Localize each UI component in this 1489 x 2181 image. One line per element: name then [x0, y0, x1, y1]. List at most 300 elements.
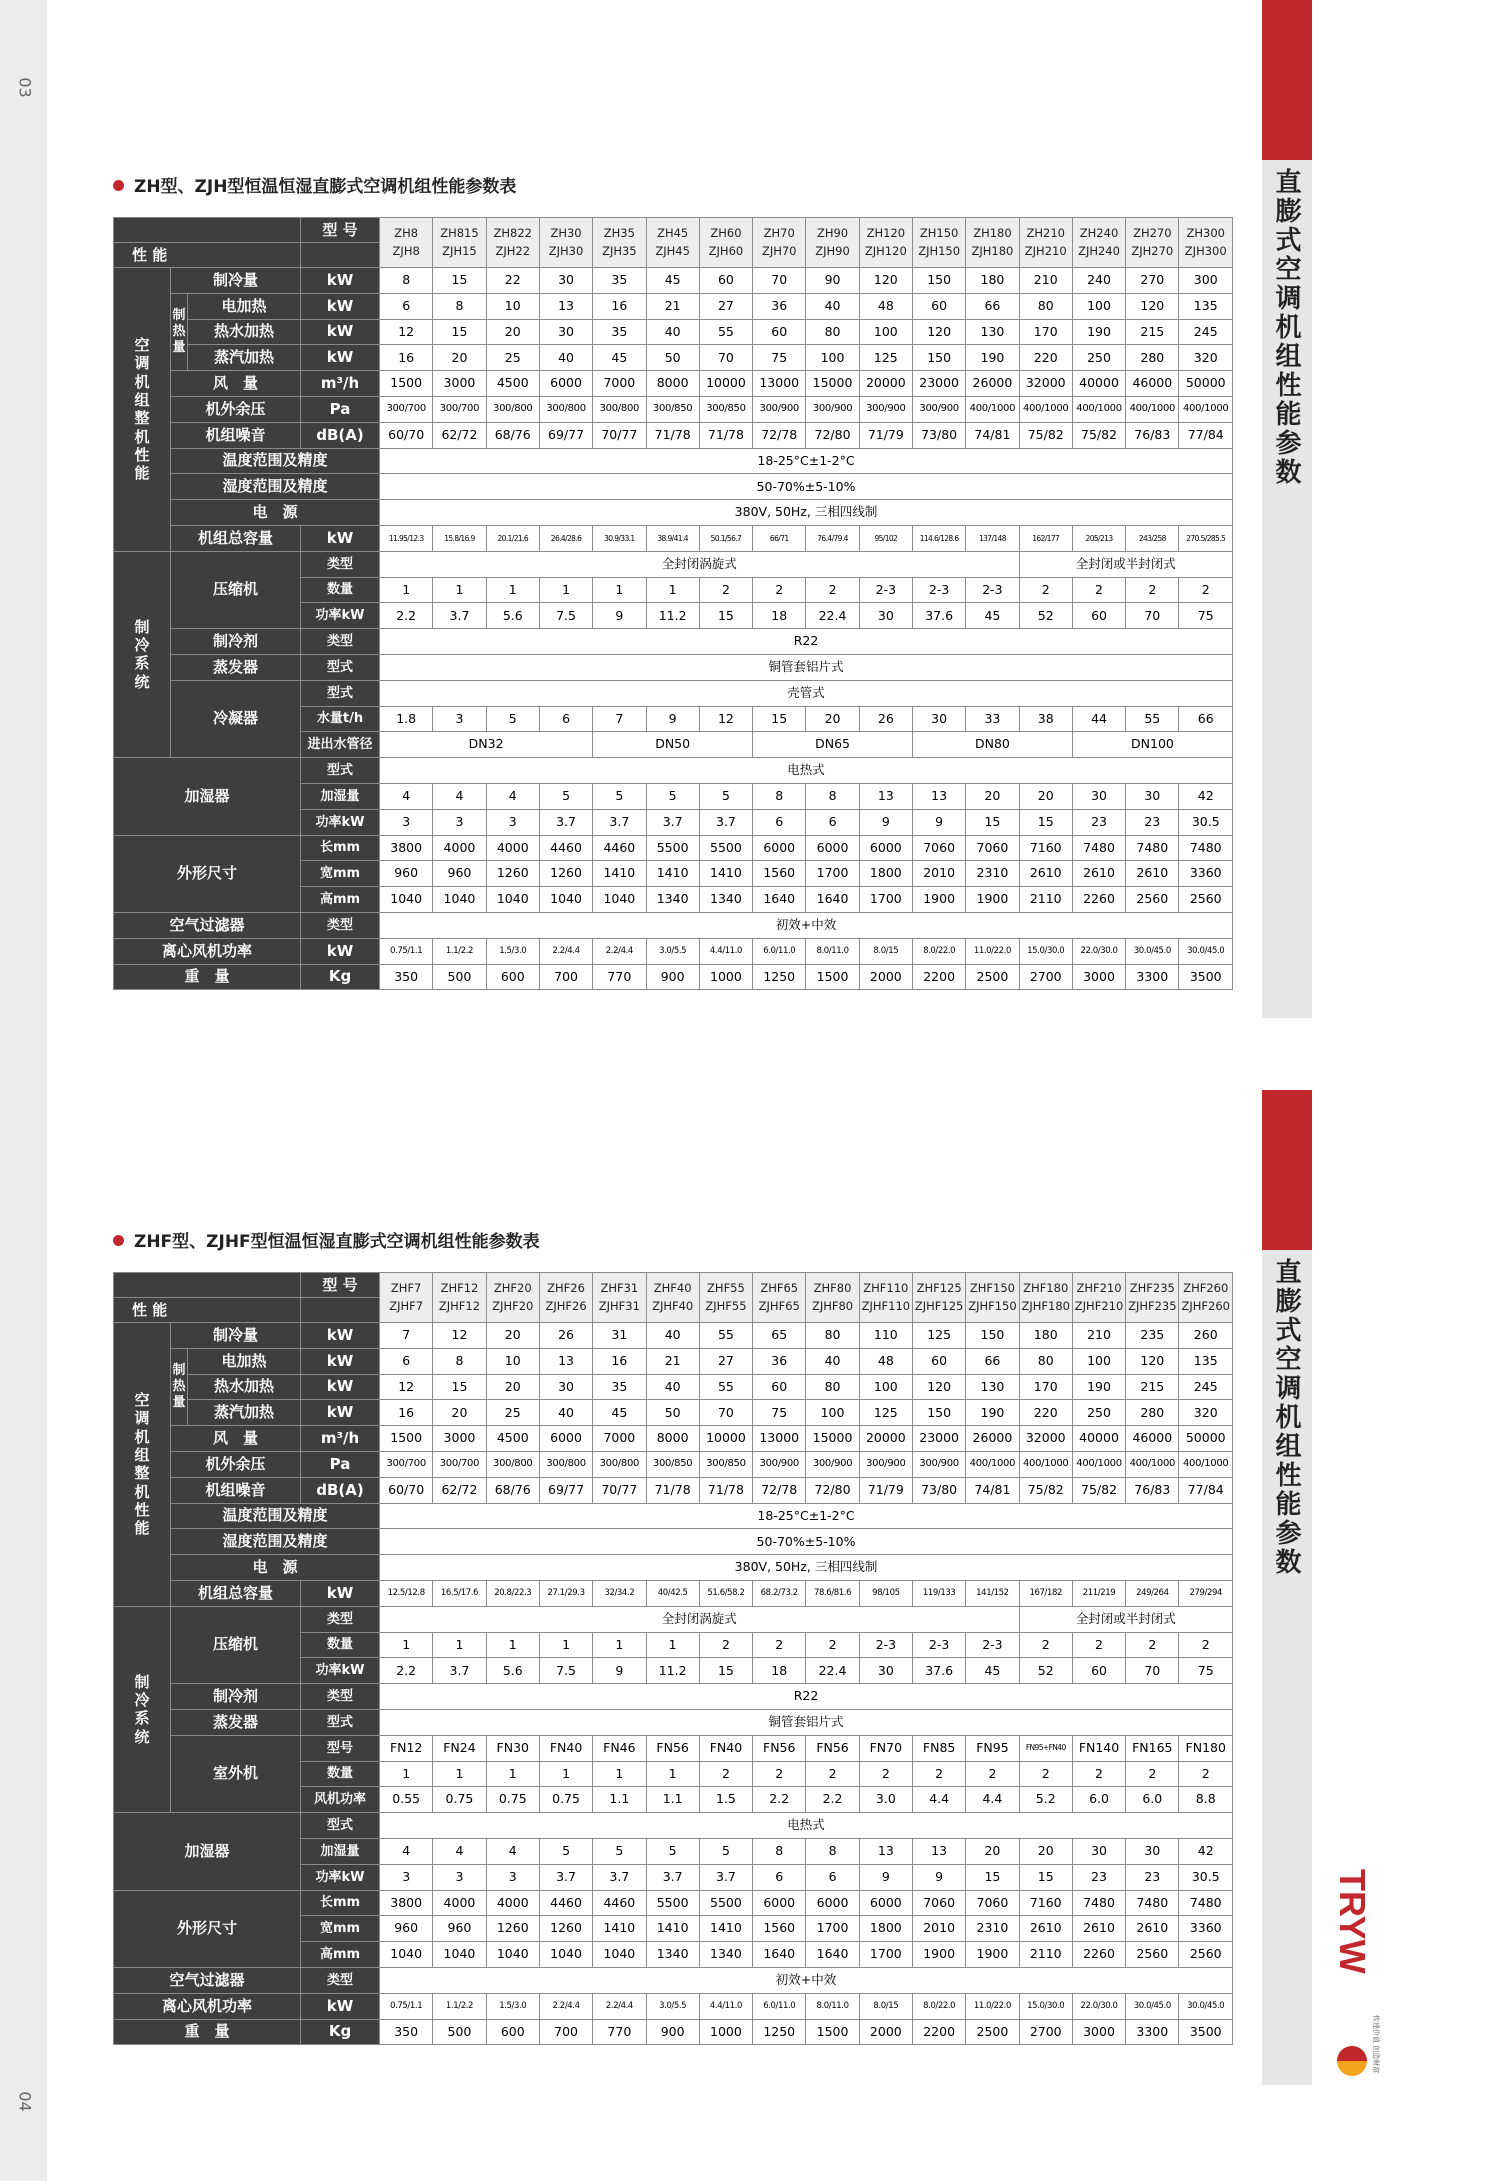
value-cell: 130 — [966, 1374, 1019, 1400]
value-cell: 50 — [646, 345, 699, 371]
value-cell: 76/83 — [1126, 422, 1179, 448]
row-label: 风 量 — [171, 371, 301, 397]
row-label: 温度范围及精度 — [171, 448, 380, 474]
value-cell: 150 — [912, 345, 965, 371]
value-cell: 72/78 — [753, 1477, 806, 1503]
value-cell: 3.0/5.5 — [646, 1993, 699, 2019]
value-cell: 1 — [380, 1632, 433, 1658]
row-label: 热水加热 — [188, 319, 301, 345]
value-cell: 76/83 — [1126, 1477, 1179, 1503]
value-cell: 3.7 — [699, 1864, 752, 1890]
value-cell: 30 — [539, 1374, 592, 1400]
value-cell: 3 — [380, 1864, 433, 1890]
value-cell: 1500 — [380, 371, 433, 397]
value-cell: 243/258 — [1126, 525, 1179, 551]
value-cell: 20 — [486, 319, 539, 345]
model-name-cell — [1019, 1273, 1072, 1323]
table-row — [114, 371, 1233, 397]
value-cell: 400/1000 — [1072, 396, 1125, 422]
value-cell: 42 — [1179, 1838, 1233, 1864]
value-cell: 1410 — [646, 861, 699, 887]
value-cell: 2 — [806, 577, 859, 603]
row-sub-label: 类型 — [301, 1606, 380, 1632]
value-cell: 300/900 — [806, 1451, 859, 1477]
value-cell: 770 — [593, 964, 646, 990]
page-number-bottom: 04 — [15, 2091, 35, 2112]
value-cell: 5500 — [646, 1890, 699, 1916]
row-sub-label: 长mm — [301, 1890, 380, 1916]
model-name-primary: ZH35 — [603, 226, 635, 241]
table-row — [114, 629, 1233, 655]
value-cell: 6.0 — [1126, 1787, 1179, 1813]
value-cell: 3 — [486, 1864, 539, 1890]
value-cell: 3.7 — [646, 1864, 699, 1890]
row-label: 温度范围及精度 — [171, 1503, 380, 1529]
value-cell: 2610 — [1126, 1916, 1179, 1942]
value-cell: 2-3 — [859, 577, 912, 603]
header-model-label: 型 号 — [301, 1273, 380, 1298]
value-cell: 45 — [646, 268, 699, 294]
value-cell: 71/79 — [859, 1477, 912, 1503]
value-cell: 400/1000 — [966, 1451, 1019, 1477]
value-cell: 2.2/4.4 — [593, 938, 646, 964]
value-cell: 20 — [433, 1400, 486, 1426]
value-cell: 15.0/30.0 — [1019, 1993, 1072, 2019]
value-cell: 2000 — [859, 2019, 912, 2045]
value-cell: 5 — [593, 1838, 646, 1864]
row-label: 蒸发器 — [171, 654, 301, 680]
merged-value-cell: 18-25°C±1-2°C — [380, 1503, 1233, 1529]
row-label: 机外余压 — [171, 396, 301, 422]
value-cell: 75 — [753, 1400, 806, 1426]
value-cell: 20 — [806, 706, 859, 732]
value-cell: 22.0/30.0 — [1072, 938, 1125, 964]
value-cell: 15 — [753, 706, 806, 732]
value-cell: 31 — [593, 1323, 646, 1349]
spec-table-zh — [113, 217, 1233, 990]
value-cell: FN40 — [699, 1735, 752, 1761]
value-cell: 4460 — [593, 1890, 646, 1916]
table-row — [114, 293, 1233, 319]
value-cell: 26000 — [966, 1426, 1019, 1452]
table-row — [114, 396, 1233, 422]
value-cell: 80 — [806, 319, 859, 345]
value-cell: 1040 — [380, 1942, 433, 1968]
value-cell: 0.75 — [433, 1787, 486, 1813]
value-cell: 30.9/33.1 — [593, 525, 646, 551]
value-cell: 1700 — [806, 1916, 859, 1942]
value-cell: 8.8 — [1179, 1787, 1233, 1813]
value-cell: 960 — [433, 1916, 486, 1942]
model-name-cell — [433, 218, 486, 268]
model-name-secondary: ZJHF210 — [1074, 1298, 1124, 1313]
value-cell: 6000 — [859, 835, 912, 861]
row-unit: kW — [301, 1348, 380, 1374]
value-cell: 7.5 — [539, 1658, 592, 1684]
value-cell: 74/81 — [966, 1477, 1019, 1503]
value-cell: 1500 — [806, 2019, 859, 2045]
row-sub-label: 功率kW — [301, 603, 380, 629]
model-name-secondary: ZJHF7 — [389, 1298, 424, 1313]
value-cell: 190 — [1072, 319, 1125, 345]
value-cell: 1410 — [646, 1916, 699, 1942]
value-cell: 300/850 — [646, 396, 699, 422]
row-label: 电加热 — [188, 293, 301, 319]
value-cell: 26 — [859, 706, 912, 732]
value-cell: 8 — [806, 783, 859, 809]
model-name-secondary: ZJHF110 — [861, 1298, 911, 1313]
value-cell: 52 — [1019, 603, 1072, 629]
value-cell: 2 — [806, 1761, 859, 1787]
value-cell: 4.4 — [912, 1787, 965, 1813]
model-name-primary: ZHF12 — [440, 1281, 479, 1296]
table-row — [114, 551, 1233, 577]
value-cell: FN46 — [593, 1735, 646, 1761]
subgroup-label: 加湿器 — [114, 758, 301, 835]
value-cell: 45 — [966, 603, 1019, 629]
value-cell: 5 — [593, 783, 646, 809]
value-cell: 2 — [859, 1761, 912, 1787]
value-cell: 80 — [1019, 1348, 1072, 1374]
value-cell: 30.0/45.0 — [1179, 938, 1233, 964]
value-cell: 400/1000 — [1179, 1451, 1233, 1477]
value-cell: 120 — [1126, 293, 1179, 319]
value-cell: 66 — [1179, 706, 1233, 732]
table-row — [114, 680, 1233, 706]
value-cell: 2610 — [1019, 861, 1072, 887]
value-cell: 16 — [380, 1400, 433, 1426]
value-cell: 16 — [593, 1348, 646, 1374]
value-cell: FN56 — [646, 1735, 699, 1761]
row-label: 离心风机功率 — [114, 1993, 301, 2019]
model-name-secondary: ZJHF125 — [914, 1298, 964, 1313]
value-cell: 190 — [966, 345, 1019, 371]
value-cell: 1 — [486, 1761, 539, 1787]
model-name-primary: ZH822 — [493, 226, 532, 241]
value-cell: 137/148 — [966, 525, 1019, 551]
value-cell: 22.4 — [806, 603, 859, 629]
value-cell: 135 — [1179, 293, 1233, 319]
model-name-cell — [1072, 1273, 1125, 1323]
value-cell: 13 — [859, 1838, 912, 1864]
value-cell: 30.0/45.0 — [1126, 1993, 1179, 2019]
value-cell: 46000 — [1126, 371, 1179, 397]
row-label: 制冷剂 — [171, 1684, 301, 1710]
value-cell: 3360 — [1179, 861, 1233, 887]
value-cell: 190 — [1072, 1374, 1125, 1400]
value-cell: 15.0/30.0 — [1019, 938, 1072, 964]
value-cell: 130 — [966, 319, 1019, 345]
value-cell: 9 — [593, 603, 646, 629]
table-row — [114, 1709, 1233, 1735]
value-cell: 1040 — [380, 887, 433, 913]
model-name-secondary: ZJH210 — [1024, 243, 1067, 258]
value-cell: 600 — [486, 964, 539, 990]
value-cell: 1900 — [966, 1942, 1019, 1968]
value-cell: 20 — [433, 345, 486, 371]
value-cell: 40000 — [1072, 1426, 1125, 1452]
value-cell: 1410 — [593, 861, 646, 887]
value-cell: 125 — [912, 1323, 965, 1349]
value-cell: 5 — [646, 1838, 699, 1864]
value-cell: 44 — [1072, 706, 1125, 732]
value-cell: 7060 — [912, 835, 965, 861]
value-cell: 30 — [1072, 1838, 1125, 1864]
value-cell: FN140 — [1072, 1735, 1125, 1761]
value-cell: 52 — [1019, 1658, 1072, 1684]
value-cell: 1040 — [433, 1942, 486, 1968]
merged-value-cell: R22 — [380, 1684, 1233, 1710]
value-cell: 26000 — [966, 371, 1019, 397]
value-cell: 3.7 — [433, 603, 486, 629]
value-cell: 2 — [966, 1761, 1019, 1787]
sidebar-accent-bottom — [1262, 1090, 1312, 1250]
value-cell: 3300 — [1126, 2019, 1179, 2045]
value-cell: 60/70 — [380, 422, 433, 448]
value-cell: 80 — [806, 1374, 859, 1400]
value-cell: 960 — [433, 861, 486, 887]
value-cell: 20000 — [859, 1426, 912, 1452]
value-cell: 8 — [753, 1838, 806, 1864]
row-sub-label: 数量 — [301, 577, 380, 603]
value-cell: 40 — [646, 1374, 699, 1400]
value-cell: 1.1/2.2 — [433, 1993, 486, 2019]
table-row — [114, 654, 1233, 680]
group-label-refrig: 制冷系统 — [114, 1606, 171, 1812]
value-cell: 78.6/81.6 — [806, 1580, 859, 1606]
model-name-primary: ZHF125 — [916, 1281, 962, 1296]
value-cell: 4000 — [433, 835, 486, 861]
value-cell: 2 — [1126, 1632, 1179, 1658]
value-cell: 15 — [966, 1864, 1019, 1890]
value-cell: 3.0/5.5 — [646, 938, 699, 964]
row-sub-label: 型式 — [301, 654, 380, 680]
value-cell: 3 — [486, 809, 539, 835]
value-cell: 135 — [1179, 1348, 1233, 1374]
model-name-primary: ZHF150 — [969, 1281, 1015, 1296]
value-cell: 8.0/15 — [859, 1993, 912, 2019]
value-cell: 2.2/4.4 — [539, 938, 592, 964]
value-cell: 95/102 — [859, 525, 912, 551]
value-cell: 100 — [859, 319, 912, 345]
model-name-primary: ZHF80 — [813, 1281, 852, 1296]
table-title: ZH型、ZJH型恒温恒湿直膨式空调机组性能参数表 — [113, 172, 516, 197]
value-cell: 1900 — [912, 887, 965, 913]
merged-value-cell: 50-70%±5-10% — [380, 474, 1233, 500]
value-cell: 100 — [806, 345, 859, 371]
value-cell: 27 — [699, 293, 752, 319]
value-cell: 70 — [753, 268, 806, 294]
value-cell: 400/1000 — [1126, 396, 1179, 422]
value-cell: 270.5/285.5 — [1179, 525, 1233, 551]
value-cell: 2-3 — [859, 1632, 912, 1658]
row-label: 湿度范围及精度 — [171, 1529, 380, 1555]
row-unit: m³/h — [301, 371, 380, 397]
model-name-secondary: ZJH45 — [655, 243, 690, 258]
row-label: 蒸汽加热 — [188, 345, 301, 371]
table-row — [114, 474, 1233, 500]
header-blank — [114, 218, 301, 243]
value-cell: 280 — [1126, 345, 1179, 371]
row-sub-label: 加湿量 — [301, 1838, 380, 1864]
value-cell: 45 — [593, 1400, 646, 1426]
row-sub-label: 型号 — [301, 1735, 380, 1761]
value-cell: 3000 — [433, 371, 486, 397]
merged-value-cell: 电热式 — [380, 1813, 1233, 1839]
value-cell: 1 — [433, 1761, 486, 1787]
value-cell: 71/78 — [699, 1477, 752, 1503]
value-cell: 170 — [1019, 319, 1072, 345]
value-cell: 300/800 — [539, 396, 592, 422]
model-name-cell — [433, 1273, 486, 1323]
value-cell: 36 — [753, 293, 806, 319]
value-cell: 40 — [646, 319, 699, 345]
value-cell: 2-3 — [966, 577, 1019, 603]
value-cell: 141/152 — [966, 1580, 1019, 1606]
table-row — [114, 500, 1233, 526]
subgroup-label: 加湿器 — [114, 1813, 301, 1890]
value-cell: 6.0 — [1072, 1787, 1125, 1813]
model-name-cell — [753, 1273, 806, 1323]
value-cell: 1700 — [859, 1942, 912, 1968]
model-name-secondary: ZJHF26 — [545, 1298, 587, 1313]
value-cell: 4 — [380, 1838, 433, 1864]
value-cell: 2010 — [912, 861, 965, 887]
value-cell: 300/800 — [593, 1451, 646, 1477]
value-cell: 15000 — [806, 1426, 859, 1452]
row-sub-label: 型式 — [301, 1709, 380, 1735]
value-cell: 4460 — [593, 835, 646, 861]
value-cell: 23 — [1072, 1864, 1125, 1890]
row-unit: kW — [301, 938, 380, 964]
group-label-aircon: 空调机组整机性能 — [114, 1323, 171, 1607]
value-cell: 20 — [486, 1323, 539, 1349]
value-cell: 180 — [1019, 1323, 1072, 1349]
value-cell: 1 — [593, 1632, 646, 1658]
value-cell: 70/77 — [593, 1477, 646, 1503]
model-name-cell — [859, 218, 912, 268]
value-cell: 15 — [1019, 1864, 1072, 1890]
value-cell: 2200 — [912, 2019, 965, 2045]
row-sub-label: 水量t/h — [301, 706, 380, 732]
merged-value-cell: 380V, 50Hz, 三相四线制 — [380, 500, 1233, 526]
table-row — [114, 1684, 1233, 1710]
value-cell: 7 — [593, 706, 646, 732]
model-name-primary: ZH45 — [657, 226, 689, 241]
model-name-primary: ZHF235 — [1129, 1281, 1175, 1296]
value-cell: 5500 — [699, 835, 752, 861]
row-label: 机组总容量 — [171, 1580, 301, 1606]
table-row — [114, 1967, 1233, 1993]
table-row — [114, 422, 1233, 448]
value-cell: 119/133 — [912, 1580, 965, 1606]
model-name-cell — [912, 1273, 965, 1323]
value-cell: FN40 — [539, 1735, 592, 1761]
brand-logo-wordmark: TRYW — [1332, 1869, 1373, 1974]
value-cell: 2 — [1179, 577, 1233, 603]
value-cell: 23 — [1072, 809, 1125, 835]
table-row — [114, 1348, 1233, 1374]
value-cell: 38.9/41.4 — [646, 525, 699, 551]
model-name-primary: ZH180 — [973, 226, 1012, 241]
model-name-secondary: ZJH22 — [495, 243, 531, 258]
value-cell: 30 — [859, 1658, 912, 1684]
value-cell: 2 — [912, 1761, 965, 1787]
value-cell: 1410 — [699, 1916, 752, 1942]
value-cell: 3.7 — [539, 1864, 592, 1890]
value-cell: 62/72 — [433, 422, 486, 448]
value-cell: 1500 — [806, 964, 859, 990]
value-cell: 7480 — [1072, 835, 1125, 861]
value-cell: 10 — [486, 1348, 539, 1374]
model-name-cell — [859, 1273, 912, 1323]
model-name-cell — [699, 1273, 752, 1323]
value-cell: 2 — [699, 577, 752, 603]
bullet-dot-icon — [113, 1235, 124, 1246]
value-cell: 16.5/17.6 — [433, 1580, 486, 1606]
value-cell: 60 — [912, 1348, 965, 1374]
model-name-primary: ZHF110 — [863, 1281, 909, 1296]
row-label: 热水加热 — [188, 1374, 301, 1400]
value-cell: 3500 — [1179, 964, 1233, 990]
value-cell: 48 — [859, 293, 912, 319]
model-name-cell — [699, 218, 752, 268]
row-unit: kW — [301, 1993, 380, 2019]
value-cell: 320 — [1179, 1400, 1233, 1426]
model-name-cell — [593, 218, 646, 268]
value-cell: 16 — [380, 345, 433, 371]
value-cell: 2 — [806, 1632, 859, 1658]
value-cell: 77/84 — [1179, 1477, 1233, 1503]
value-cell: 3.0 — [859, 1787, 912, 1813]
value-cell: 80 — [806, 1323, 859, 1349]
subgroup-label: 外形尺寸 — [114, 1890, 301, 1967]
subgroup-label: 室外机 — [171, 1735, 301, 1812]
value-cell: 1260 — [539, 1916, 592, 1942]
row-label: 制冷量 — [171, 268, 301, 294]
header-performance-label: 性 能 — [114, 1298, 301, 1323]
value-cell: 15 — [1019, 809, 1072, 835]
value-cell: 205/213 — [1072, 525, 1125, 551]
value-cell: 0.75/1.1 — [380, 1993, 433, 2019]
value-cell: 5 — [539, 1838, 592, 1864]
value-cell: 12 — [380, 319, 433, 345]
subgroup-label: 压缩机 — [171, 1606, 301, 1683]
value-cell: 7000 — [593, 1426, 646, 1452]
value-cell: 13 — [912, 783, 965, 809]
row-unit: m³/h — [301, 1426, 380, 1452]
value-cell: 8.0/15 — [859, 938, 912, 964]
value-cell: 5 — [486, 706, 539, 732]
value-cell: 3360 — [1179, 1916, 1233, 1942]
merged-value-cell: 铜管套铝片式 — [380, 654, 1233, 680]
value-cell: 50 — [646, 1400, 699, 1426]
value-cell: 75/82 — [1019, 1477, 1072, 1503]
value-cell: 75/82 — [1072, 1477, 1125, 1503]
model-name-secondary: ZJH8 — [392, 243, 420, 258]
value-cell: 23 — [1126, 809, 1179, 835]
row-label: 机外余压 — [171, 1451, 301, 1477]
value-cell: 9 — [593, 1658, 646, 1684]
row-sub-label: 风机功率 — [301, 1787, 380, 1813]
value-cell: 32000 — [1019, 371, 1072, 397]
value-cell: 1340 — [646, 1942, 699, 1968]
value-cell: 12 — [433, 1323, 486, 1349]
table-row — [114, 835, 1233, 861]
table-row — [114, 1580, 1233, 1606]
value-cell: 1 — [433, 1632, 486, 1658]
value-cell: 13 — [539, 1348, 592, 1374]
